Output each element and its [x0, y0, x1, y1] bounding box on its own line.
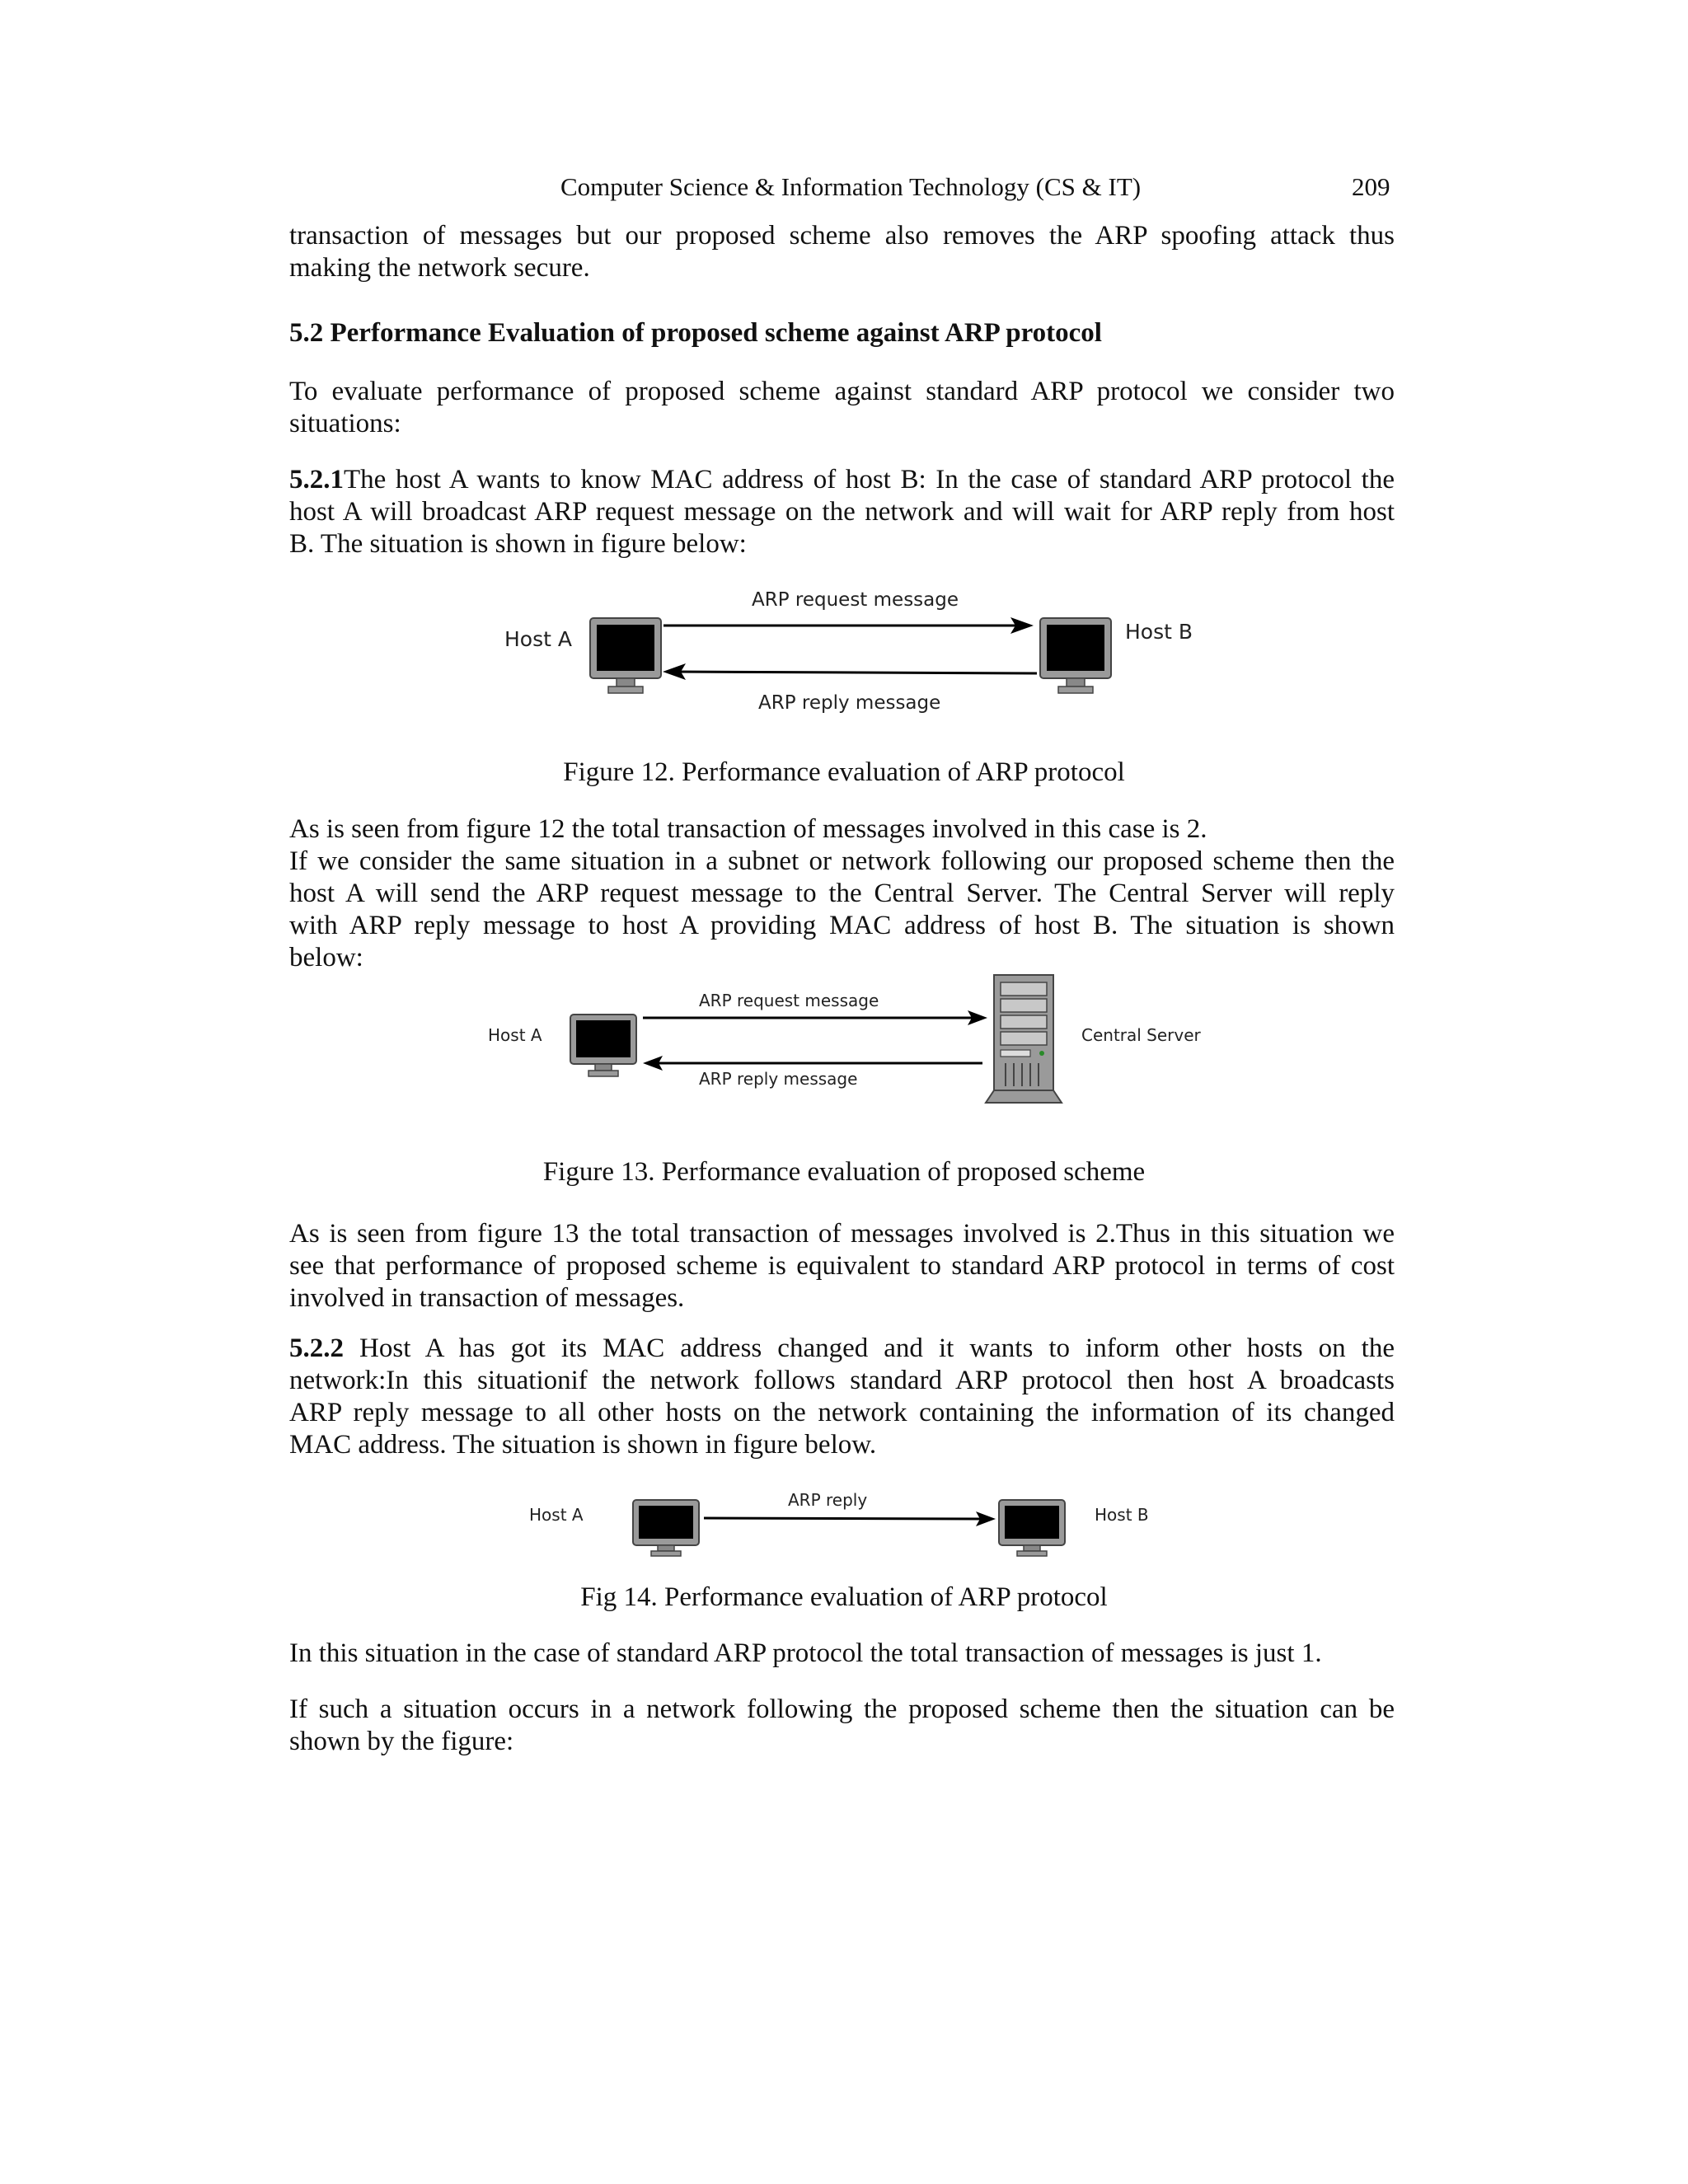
para-522-line-4: MAC address. The situation is shown in figure below. — [289, 1430, 877, 1460]
section-heading: 5.2 Performance Evaluation of proposed scheme against ARP protocol — [289, 318, 1102, 348]
figure-13-caption: Figure 13. Performance evaluation of proposed scheme — [542, 1157, 1146, 1187]
fig13-host-a-label: Host A — [488, 1025, 542, 1045]
fig14-host-a-computer-icon — [633, 1500, 699, 1556]
para-eval-line-2: situations: — [289, 409, 401, 438]
para-final-line-1: If such a situation occurs in a network following the proposed scheme then the situation can be — [289, 1694, 1395, 1724]
para-after13-line-1: As is seen from figure 13 the total transaction of messages involved is 2.Thus in this situation we — [289, 1219, 1395, 1249]
fig13-host-a-computer-icon — [570, 1015, 636, 1076]
figure-12-caption: Figure 12. Performance evaluation of ARP protocol — [563, 757, 1125, 787]
para-final-line-2: shown by the figure: — [289, 1727, 514, 1756]
para-eval-line-1: To evaluate performance of proposed scheme against standard ARP protocol we consider two — [289, 377, 1395, 406]
fig12-reply-label: ARP reply message — [758, 692, 941, 714]
para-522-line-1-text: Host A has got its MAC address changed and it wants to inform other hosts on the — [344, 1333, 1395, 1363]
para-after12-line-4: with ARP reply message to host A providing MAC address of host B. The situation is shown — [289, 911, 1395, 940]
para-522-line-2: network:In this situationif the network follows standard ARP protocol then host A broadcasts — [289, 1366, 1395, 1395]
para-521-line-1 — [289, 464, 1395, 496]
fig13-request-arrow — [643, 1010, 987, 1025]
para-522-number: 5.2.2 — [289, 1333, 344, 1363]
figure-14-caption: Fig 14. Performance evaluation of ARP protocol — [580, 1582, 1108, 1612]
fig13-reply-label: ARP reply message — [699, 1069, 858, 1089]
fig12-reply-arrow — [663, 663, 1037, 680]
fig14-host-b-label: Host B — [1095, 1505, 1149, 1525]
fig14-host-b-computer-icon — [999, 1500, 1065, 1556]
para-after13-line-3: involved in transaction of messages. — [289, 1283, 685, 1313]
para-after12-line-2: If we consider the same situation in a subnet or network following our proposed scheme then the — [289, 846, 1395, 876]
para-intro-line-2: making the network secure. — [289, 253, 590, 283]
fig12-host-a-label: Host A — [504, 627, 572, 651]
fig12-host-b-computer-icon — [1040, 618, 1111, 693]
fig12-host-b-label: Host B — [1125, 620, 1193, 644]
fig13-request-label: ARP request message — [699, 991, 879, 1010]
para-intro-line-1: transaction of messages but our proposed scheme also removes the ARP spoofing attack thus — [289, 221, 1395, 251]
fig14-host-a-label: Host A — [529, 1505, 584, 1525]
para-521-line-2: host A will broadcast ARP request message on the network and will wait for ARP reply from host — [289, 497, 1395, 527]
para-after12-line-3: host A will send the ARP request message to the Central Server. The Central Server will reply — [289, 879, 1395, 908]
para-after12-line-1: As is seen from figure 12 the total transaction of messages involved in this case is 2. — [289, 814, 1207, 844]
para-521-number: 5.2.1 — [289, 465, 344, 494]
para-522-line-1 — [289, 1333, 1395, 1365]
fig14-reply-arrow — [704, 1511, 996, 1526]
para-521-line-3: B. The situation is shown in figure below: — [289, 529, 747, 559]
para-after12-line-5: below: — [289, 943, 363, 972]
figure-12-diagram — [495, 581, 1203, 729]
fig12-host-a-computer-icon — [590, 618, 661, 693]
running-title: Computer Science & Information Technology (CS & IT) — [560, 172, 1142, 201]
fig14-reply-label: ARP reply — [788, 1490, 868, 1510]
page-number: 209 — [1352, 172, 1390, 201]
fig13-server-label: Central Server — [1081, 1025, 1201, 1045]
fig13-server-icon — [986, 975, 1062, 1103]
para-after13-line-2: see that performance of proposed scheme is equivalent to standard ARP protocol in terms of cost — [289, 1251, 1395, 1281]
para-522-line-3: ARP reply message to all other hosts on the network containing the information of its changed — [289, 1398, 1395, 1427]
fig12-request-arrow — [663, 617, 1034, 634]
figure-14-diagram — [511, 1483, 1170, 1566]
para-521-line-1-text: The host A wants to know MAC address of host B: In the case of standard ARP protocol the — [344, 465, 1395, 494]
para-after14-line-1: In this situation in the case of standard ARP protocol the total transaction of messages is just 1. — [289, 1638, 1322, 1668]
fig12-request-label: ARP request message — [752, 589, 959, 611]
figure-13-diagram — [478, 971, 1203, 1109]
